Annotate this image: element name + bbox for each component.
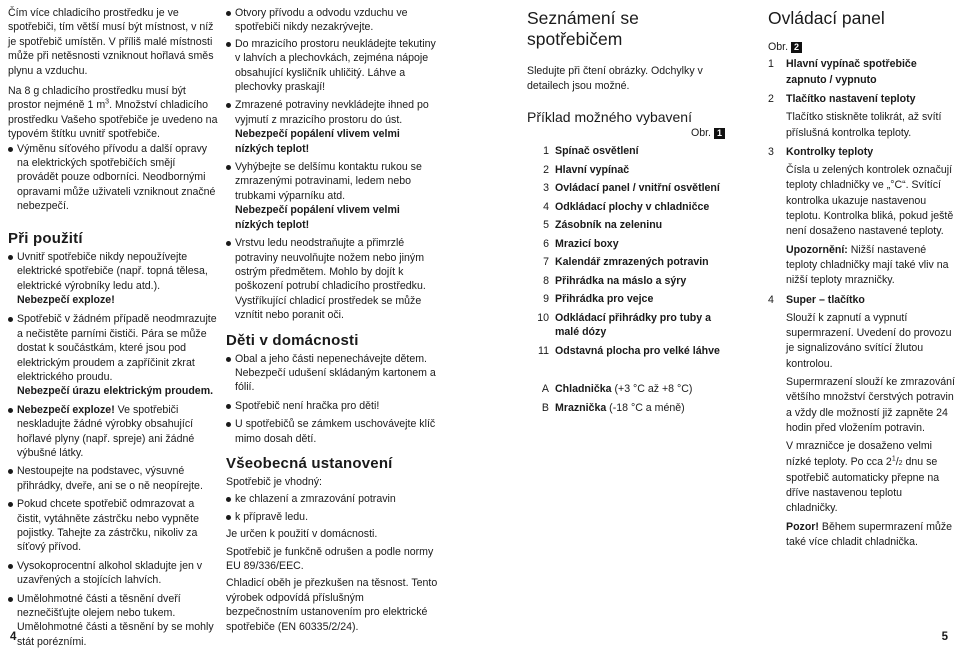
- bullet-item: Vyhýbejte se delšímu kontaktu rukou se zmrazenými potravinami, ledem nebo trubkami výparníku atd. Nebezpečí popálení vlivem velmi nízkých teplot!: [226, 160, 438, 232]
- bullet-item: ke chlazení a zmrazování potravin: [226, 492, 438, 506]
- column-3: [527, 6, 725, 419]
- list-item: A Chladnička (+3 °C až +8 °C): [541, 383, 693, 396]
- list-item: 1 Spínač osvětlení: [543, 145, 639, 158]
- list-item: 7 Kalendář zmrazených potravin: [543, 256, 709, 269]
- figure-reference: Obr. 1: [527, 126, 725, 140]
- paragraph: Spotřebič je funkčně odrušen a podle normy EU 89/336/EEC.: [226, 545, 434, 572]
- section-heading: Příklad možného vybavení: [527, 109, 692, 125]
- list-item: 8 Přihrádka na máslo a sýry: [543, 274, 687, 287]
- paragraph: Čím více chladicího prostředku je ve spotřebiči, tím větší musí být místnost, v níž je spotřebič umístěn. V příliš malé místnosti může při netěsnosti vzniknout hořlavá směs plynu a vzduchu.: [8, 7, 214, 77]
- list-item: 2 Tlačítko nastavení teploty Tlačítko stiskněte tolikrát, až svítí příslušná kontrolka teploty.: [768, 93, 942, 139]
- paragraph: Je určen k použití v domácnosti.: [226, 528, 378, 541]
- figure-reference: Obr. 2: [768, 40, 956, 54]
- figure-number-badge: 1: [714, 128, 725, 139]
- bullet-item: Do mrazicího prostoru neukládejte tekutiny v lahvích a plechovkách, zejména nápoje obsahující kysličník uhličitý. Láhve a plechovky praskají!: [226, 37, 438, 95]
- bullet-item: Vrstvu ledu neodstraňujte a přimrzlé potraviny neuvolňujte nožem nebo jiným ostrým předmětem. Mohlo by dojít k poškození potrubí chladicího prostředku. Vystříkující chladicí prostředek se může vznítit nebo poranit oči.: [226, 236, 438, 322]
- paragraph: Spotřebič je vhodný:: [226, 475, 322, 488]
- section-heading: Děti v domácnosti: [226, 331, 359, 349]
- bullet-item: Otvory přívodu a odvodu vzduchu ve spotřebiči nikdy nezakrývejte.: [226, 6, 438, 35]
- bullet-item: Výměnu síťového přívodu a další opravy na elektrických spotřebičích smějí provádět pouze odborníci. Neodbornými opravami může uživateli vzniknout značné nebezpečí.: [8, 142, 218, 214]
- list-item: 4 Odkládací plochy v chladničce: [543, 200, 710, 213]
- list-item: 9 Přihrádka pro vejce: [543, 293, 654, 306]
- bullet-item: Obal a jeho části nepenechávejte dětem. Nebezpečí udušení skládaným kartonem a fólií.: [226, 352, 438, 395]
- page-title: Ovládací panel: [768, 8, 885, 28]
- column-1: [8, 6, 218, 649]
- section-heading: Všeobecná ustanovení: [226, 454, 393, 472]
- bullet-item: Pokud chcete spotřebič odmrazovat a čistit, vytáhněte zástrčku nebo vypněte pojistky. Tahejte za zástrčku, nikoliv za síťový přívod.: [8, 497, 218, 555]
- bullet-item: Umělohmotné části a těsnění dveří neznečišťujte olejem nebo tukem. Umělohmotné části a těsnění by se mohly stát porézními.: [8, 592, 218, 650]
- list-item: 1 Hlavní vypínač spotřebiče zapnuto / vypnuto: [768, 58, 917, 86]
- page-number-right: 5: [941, 631, 948, 643]
- bullet-item: Nebezpečí exploze! Ve spotřebiči neskladujte žádné výrobky obsahující hořlavé plyny (např. spreje) ani žádné výbušné látky.: [8, 403, 218, 461]
- list-item: B Mraznička (-18 °C a méně): [541, 401, 685, 414]
- bullet-item: Zmrazené potraviny nevkládejte ihned po vyjmutí z mrazicího prostoru do úst. Nebezpečí popálení vlivem velmi nízkých teplot!: [226, 98, 438, 156]
- page-number-left: 4: [10, 631, 17, 643]
- list-item: 10 Odkládací přihrádky pro tuby a malé dózy: [537, 311, 712, 339]
- compartment-list: [527, 382, 725, 415]
- bullet-item: Vysokoprocentní alkohol skladujte jen v uzavřených a stojících lahvích.: [8, 559, 218, 588]
- column-2: [226, 6, 438, 634]
- list-item: 5 Zásobník na zeleninu: [543, 219, 663, 232]
- bullet-item: Spotřebič není hračka pro děti!: [226, 399, 438, 413]
- bullet-item: Uvnitř spotřebiče nikdy nepoužívejte elektrické spotřebiče (např. topná tělesa, elektrické výrobníky ledu atd.). Nebezpečí exploze!: [8, 250, 218, 308]
- column-4: [768, 6, 956, 550]
- list-item: 3 Ovládací panel / vnitřní osvětlení: [543, 182, 720, 195]
- paragraph: Sledujte při čtení obrázky. Odchylky v detailech jsou možné.: [527, 65, 703, 92]
- list-item: 3 Kontrolky teploty Čísla u zelených kontrolek označují teploty chladničky ve „°C“. Svítící kontrolka ukazuje nastavenou teplotu. Kontrolka bliká, pokud ještě není dosaženo nastavené teploty. Upozornění: Nižší nastavené teploty chladničky mají také vliv na nižší teploty mrazničky.: [768, 145, 954, 287]
- figure-number-badge: 2: [791, 42, 802, 53]
- section-heading: Při použití: [8, 229, 83, 247]
- list-item: 2 Hlavní vypínač: [543, 163, 630, 176]
- list-item: 11 Odstavná plocha pro velké láhve: [538, 344, 720, 357]
- bullet-item: Nestoupejte na podstavec, výsuvné přihrádky, dveře, ani se o ně neopírejte.: [8, 464, 218, 493]
- control-list: [768, 57, 956, 550]
- bullet-item: k přípravě ledu.: [226, 510, 438, 524]
- list-item: 6 Mrazicí boxy: [543, 237, 619, 250]
- bullet-item: Spotřebič v žádném případě neodmrazujte a nečistěte parními čističi. Pára se může dostat k součástkám, které jsou pod elektrickým proudem a zapříčinit zkrat elektrického proudu. Nebezpečí úrazu elektrickým proudem.: [8, 312, 218, 398]
- component-list: [527, 144, 725, 358]
- bullet-item: U spotřebičů se zámkem uschovávejte klíč mimo dosah dětí.: [226, 417, 438, 446]
- paragraph: Na 8 g chladicího prostředku musí být prostor nejméně 1 $m^3$. Množství chladicího prostředku Vašeho spotřebiče je uvedeno na typovém štítku uvnitř spotřebiče.: [8, 85, 218, 141]
- list-item: 4 Super – tlačítko Slouží k zapnutí a vypnutí supermrazení. Uvedení do provozu je signalizováno svítící žlutou kontrolou. Supermrazení slouží ke zmrazování většího množství čerstvých potravin a vždy dle možností již zapněte 24 hodin před vložením potravin. V mrazničce je dosaženo velmi nízké teploty. Po cca $2^1/2$ dnu se spotřebič automaticky přepne na dříve nastavenou teplotu chladničky. Pozor! Během supermrazení může také více chladit chladnička.: [768, 293, 955, 549]
- page-title: Seznámení se spotřebičem: [527, 8, 639, 49]
- paragraph: Chladicí oběh je přezkušen na těsnost. Tento výrobek odpovídá příslušným bezpečnostním ustanovením pro elektrické spotřebiče (EN 60335/2/24).: [226, 577, 438, 633]
